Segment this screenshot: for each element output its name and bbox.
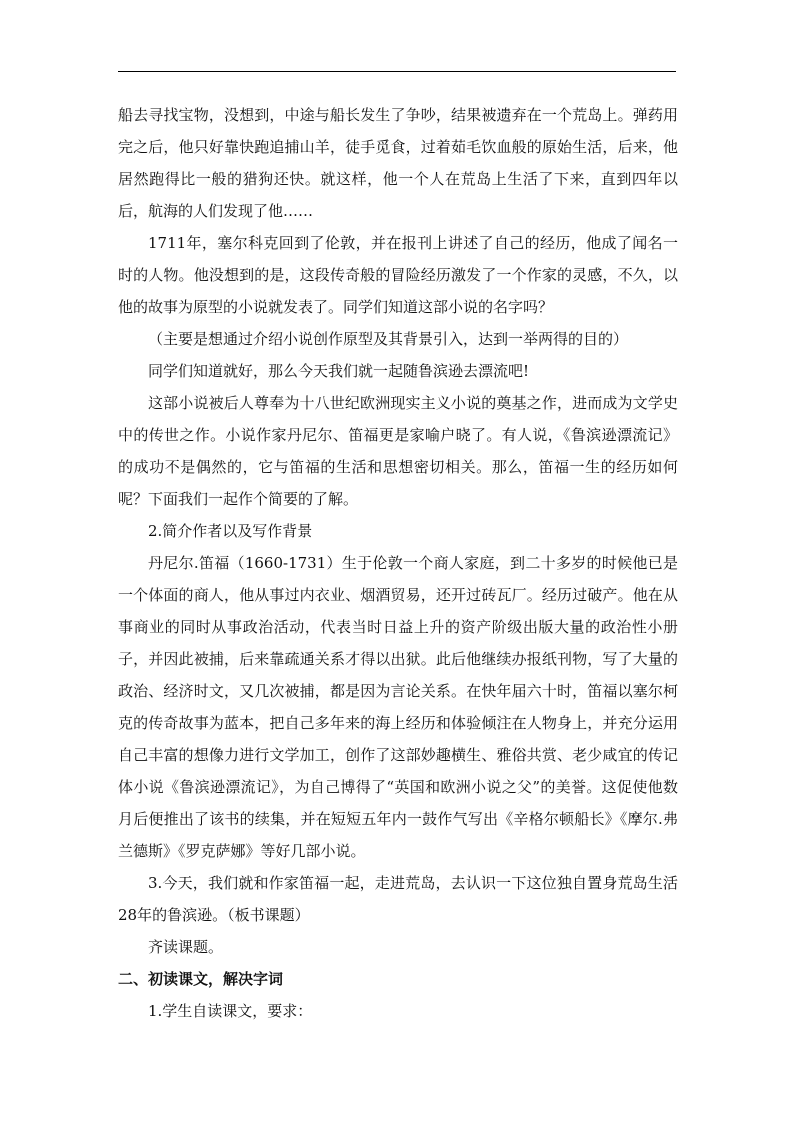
paragraph-teaching-note: （主要是想通过介绍小说创作原型及其背景引入，达到一举两得的目的） bbox=[148, 330, 629, 348]
subheading-author-background: 2.简介作者以及写作背景 bbox=[148, 522, 313, 540]
paragraph-today: 3.今天，我们就和作家笛福一起，走进荒岛，去认识一下这位独自置身荒岛生活28年的鲁滨逊。（板书课题） bbox=[118, 874, 678, 924]
header-rule bbox=[118, 71, 676, 72]
paragraph-read-title: 齐读课题。 bbox=[148, 938, 224, 956]
paragraph-novel-intro: 这部小说被后人尊奉为十八世纪欧洲现实主义小说的奠基之作，进而成为文学史中的传世之作。小说作家丹尼尔、笛福更是家喻户晓了。有人说，《鲁滨逊漂流记》的成功不是偶然的，它与笛福的生活和思想密切相关。那么，笛福一生的经历如何呢？下面我们一起作个简要的了解。 bbox=[118, 394, 678, 508]
paragraph-author-bio: 丹尼尔.笛福（1660-1731）生于伦敦一个商人家庭，到二十多岁的时候他已是一个体面的商人，他从事过内衣业、烟酒贸易，还开过砖瓦厂。经历过破产。他在从事商业的同时从事政治活动，代表当时日益上升的资产阶级出版大量的政治性小册子，并因此被捕，后来靠疏通关系才得以出狱。此后他继续办报纸刊物，写了大量的政治、经济时文，又几次被捕，都是因为言论关系。在快年届六十时，笛福以塞尔柯克的传奇故事为蓝本，把自己多年来的海上经历和体验倾注在人物身上，并充分运用自己丰富的想像力进行文学加工，创作了这部妙趣横生、雅俗共赏、老少咸宜的传记体小说《鲁滨逊漂流记》，为自己博得了“英国和欧洲小说之父”的美誉。这促使他数月后便推出了该书的续集，并在短短五年内一鼓作气写出《辛格尔顿船长》《摩尔.弗兰德斯》《罗克萨娜》等好几部小说。 bbox=[118, 554, 678, 860]
document-body bbox=[118, 99, 678, 1027]
paragraph-lets-drift: 同学们知道就好，那么今天我们就一起随鲁滨逊去漂流吧! bbox=[148, 362, 530, 380]
paragraph-story-continued: 船去寻找宝物，没想到，中途与船长发生了争吵，结果被遗弃在一个荒岛上。弹药用完之后，他只好靠快跑追捕山羊，徒手觅食，过着茹毛饮血般的原始生活，后来，他居然跑得比一般的猎狗还快。就这样，他一个人在荒岛上生活了下来，直到四年以后，航海的人们发现了他…… bbox=[118, 106, 678, 220]
paragraph-1711: 1711年，塞尔科克回到了伦敦，并在报刊上讲述了自己的经历，他成了闻名一时的人物。他没想到的是，这段传奇般的冒险经历激发了一个作家的灵感，不久，以他的故事为原型的小说就发表了。同学们知道这部小说的名字吗？ bbox=[118, 234, 678, 316]
paragraph-self-reading: 1.学生自读课文，要求： bbox=[148, 1002, 313, 1020]
section-heading-first-reading: 二、初读课文，解决字词 bbox=[118, 970, 284, 988]
